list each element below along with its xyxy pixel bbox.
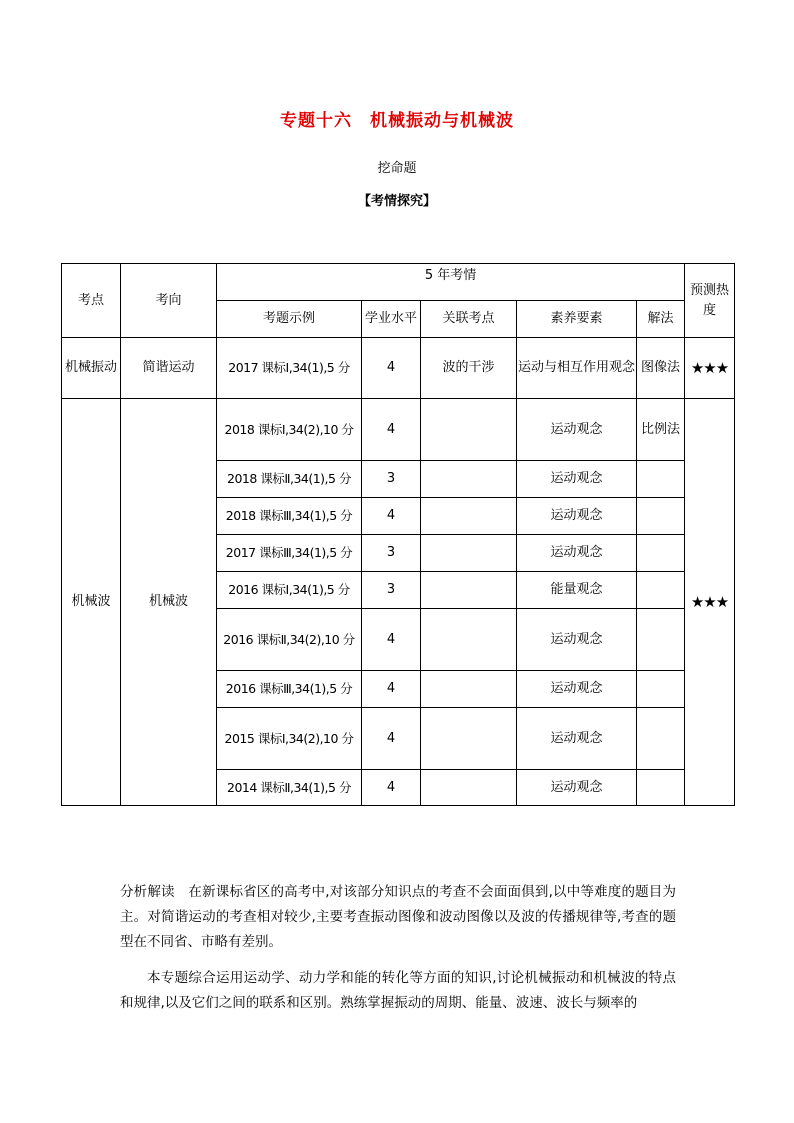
level-cell: 3	[362, 535, 421, 572]
header-level: 学业水平	[362, 301, 421, 338]
example-cell: 2018 课标Ⅲ,34(1),5 分	[217, 498, 362, 535]
header-literacy: 素养要素	[517, 301, 637, 338]
header-related: 关联考点	[421, 301, 517, 338]
table-row	[62, 399, 735, 461]
related-cell	[421, 671, 517, 708]
example-cell: 2017 课标Ⅰ,34(1),5 分	[217, 338, 362, 399]
example-cell: 2016 课标Ⅱ,34(2),10 分	[217, 609, 362, 671]
related-cell	[421, 770, 517, 806]
exam-analysis-table	[61, 263, 735, 806]
level-cell: 4	[362, 770, 421, 806]
header-method: 解法	[637, 301, 685, 338]
level-cell: 4	[362, 399, 421, 461]
level-cell: 3	[362, 461, 421, 498]
section-heading: 【考情探究】	[357, 194, 436, 209]
document-subtitle: 挖命题	[377, 161, 417, 176]
forecast-stars: ★★★	[685, 338, 735, 399]
related-cell	[421, 498, 517, 535]
related-cell	[421, 399, 517, 461]
header-example: 考题示例	[217, 301, 362, 338]
kaoxiang-cell: 机械波	[121, 399, 217, 806]
literacy-cell: 运动观念	[517, 770, 637, 806]
example-cell: 2017 课标Ⅲ,34(1),5 分	[217, 535, 362, 572]
literacy-cell: 运动观念	[517, 461, 637, 498]
literacy-cell: 运动观念	[517, 609, 637, 671]
forecast-stars: ★★★	[685, 399, 735, 806]
level-cell: 4	[362, 498, 421, 535]
intro-paragraph: 本专题综合运用运动学、动力学和能的转化等方面的知识,讨论机械振动和机械波的特点和规律,以及它们之间的联系和区别。熟练掌握振动的周期、能量、波速、波长与频率的	[120, 970, 676, 1011]
header-five-years: 5 年考情	[217, 264, 685, 301]
method-cell	[637, 535, 685, 572]
method-cell	[637, 708, 685, 770]
kaodian-cell: 机械振动	[62, 338, 121, 399]
literacy-cell: 能量观念	[517, 572, 637, 609]
analysis-paragraph: 分析解读 在新课标省区的高考中,对该部分知识点的考查不会面面俱到,以中等难度的题目为主。对简谐运动的考查相对较少,主要考查振动图像和波动图像以及波的传播规律等,考查的题型在不同省、市略有差别。	[120, 884, 676, 950]
example-cell: 2018 课标Ⅰ,34(2),10 分	[217, 399, 362, 461]
method-cell	[637, 609, 685, 671]
method-cell: 比例法	[637, 399, 685, 461]
level-cell: 3	[362, 572, 421, 609]
method-cell	[637, 461, 685, 498]
method-cell	[637, 572, 685, 609]
kaodian-cell: 机械波	[62, 399, 121, 806]
method-cell	[637, 770, 685, 806]
method-cell	[637, 671, 685, 708]
level-cell: 4	[362, 671, 421, 708]
literacy-cell: 运动观念	[517, 399, 637, 461]
literacy-cell: 运动观念	[517, 498, 637, 535]
method-cell	[637, 498, 685, 535]
related-cell	[421, 609, 517, 671]
related-cell	[421, 708, 517, 770]
literacy-cell: 运动观念	[517, 671, 637, 708]
header-kaodian: 考点	[62, 264, 121, 338]
related-cell	[421, 535, 517, 572]
header-forecast: 预测热度	[685, 264, 735, 338]
literacy-cell: 运动观念	[517, 535, 637, 572]
level-cell: 4	[362, 609, 421, 671]
document-title: 专题十六 机械振动与机械波	[280, 111, 514, 131]
related-cell	[421, 461, 517, 498]
related-cell	[421, 572, 517, 609]
method-cell: 图像法	[637, 338, 685, 399]
example-cell: 2016 课标Ⅰ,34(1),5 分	[217, 572, 362, 609]
literacy-cell: 运动观念	[517, 708, 637, 770]
table-row	[62, 338, 735, 399]
example-cell: 2018 课标Ⅱ,34(1),5 分	[217, 461, 362, 498]
level-cell: 4	[362, 338, 421, 399]
literacy-cell: 运动与相互作用观念	[517, 338, 637, 399]
example-cell: 2015 课标Ⅰ,34(2),10 分	[217, 708, 362, 770]
kaoxiang-cell: 简谐运动	[121, 338, 217, 399]
example-cell: 2016 课标Ⅲ,34(1),5 分	[217, 671, 362, 708]
header-kaoxiang: 考向	[121, 264, 217, 338]
example-cell: 2014 课标Ⅱ,34(1),5 分	[217, 770, 362, 806]
level-cell: 4	[362, 708, 421, 770]
related-cell: 波的干涉	[421, 338, 517, 399]
